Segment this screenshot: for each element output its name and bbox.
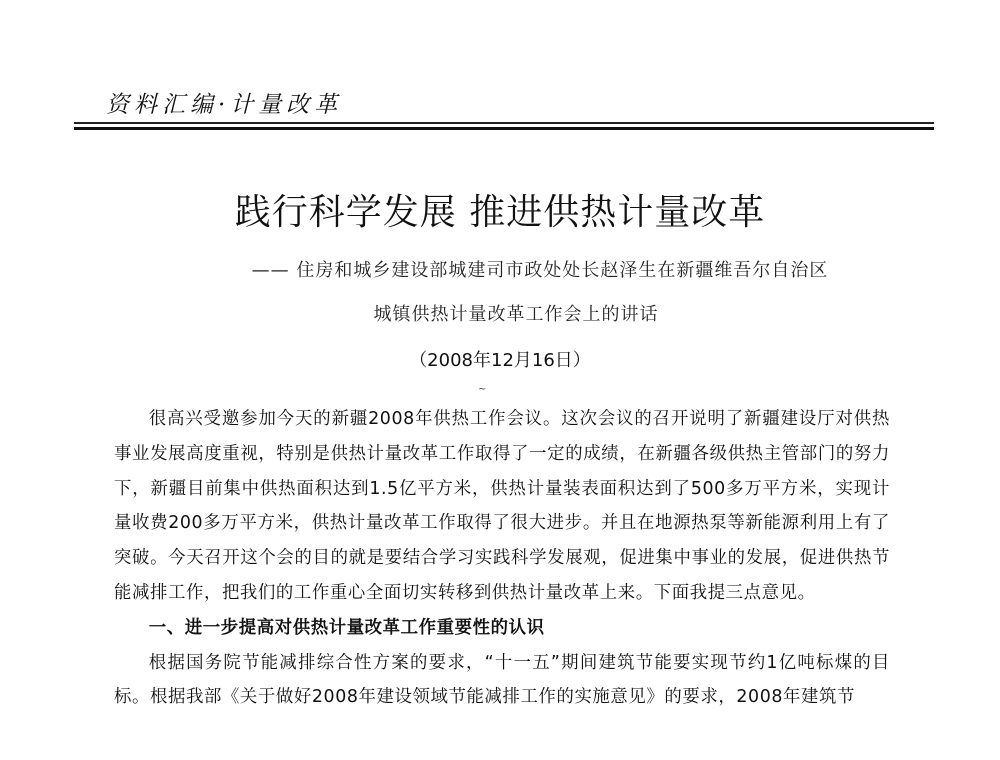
scan-artifact: ~ <box>478 384 487 395</box>
article-subtitle-line1: —— 住房和城乡建设部城建司市政处处长赵泽生在新疆维吾尔自治区 <box>251 260 829 281</box>
article-date: （2008年12月16日） <box>409 350 591 371</box>
article-title: 践行科学发展 推进供热计量改革 <box>234 192 766 233</box>
section-header-label: 资料汇编·计量改革 <box>106 92 343 118</box>
header-rule-thick <box>74 127 934 130</box>
article-subtitle-line2: 城镇供热计量改革工作会上的讲话 <box>373 304 659 325</box>
body-paragraph-section1: 根据国务院节能减排综合性方案的要求，“十一五”期间建筑节能要实现节约1亿吨标煤的目标。根据我部《关于做好2008年建设领域节能减排工作的实施意见》的要求，2008年建筑节 <box>114 652 890 708</box>
article-body <box>114 402 890 715</box>
body-paragraph-intro: 很高兴受邀参加今天的新疆2008年供热工作会议。这次会议的召开说明了新疆建设厅对供热事业发展高度重视，特别是供热计量改革工作取得了一定的成绩，在新疆各级供热主管部门的努力下，新疆目前集中供热面积达到1.5亿平方米，供热计量装表面积达到了500多万平方米，实现计量收费200多万平方米，供热计量改革工作取得了很大进步。并且在地源热泵等新能源利用上有了突破。今天召开这个会的目的就是要结合学习实践科学发展观，促进集中事业的发展，促进供热节能减排工作，把我们的工作重心全面切实转移到供热计量改革上来。下面我提三点意见。 <box>114 409 890 603</box>
section-heading-1: 一、进一步提高对供热计量改革工作重要性的认识 <box>148 617 545 638</box>
header-rule-thin <box>74 122 934 124</box>
